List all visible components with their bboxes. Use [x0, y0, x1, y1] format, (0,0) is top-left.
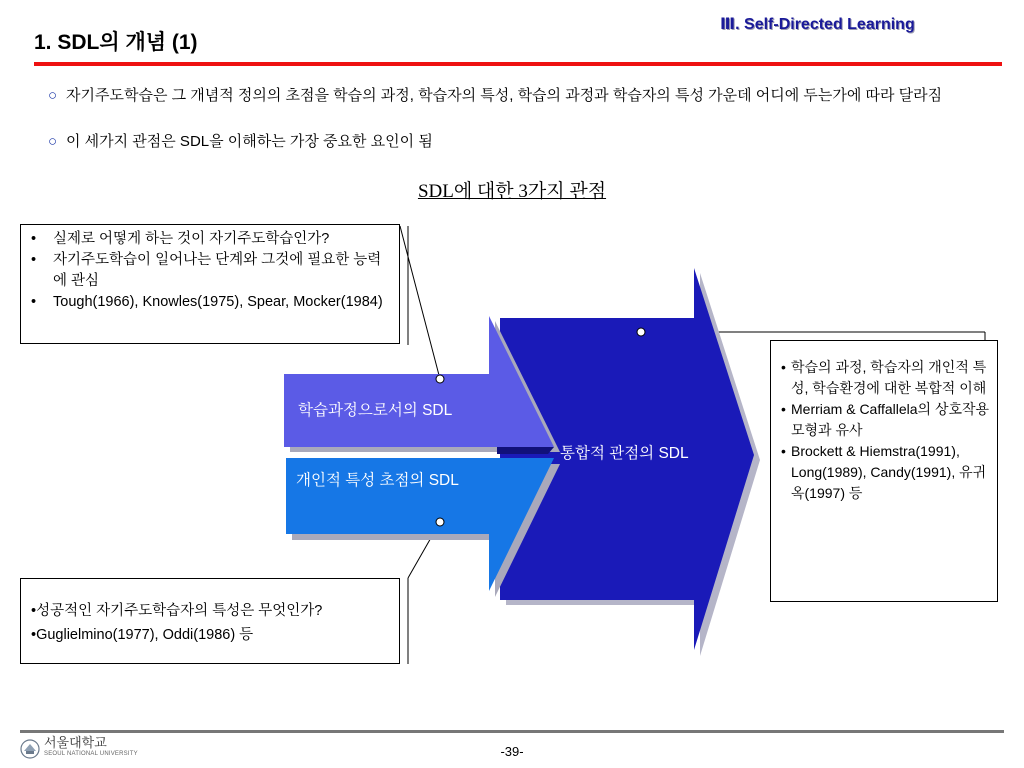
list-item-text: Tough(1966), Knowles(1975), Spear, Mocker(1984) — [53, 294, 383, 310]
list-item — [31, 292, 391, 313]
bullet-icon: • — [31, 294, 37, 310]
bullet-icon: • — [31, 252, 37, 268]
page-title: 1. SDL의 개념 (1) — [34, 31, 198, 54]
connector-dot — [637, 328, 645, 336]
list-item-text: •성공적인 자기주도학습자의 특성은 무엇인가? — [31, 603, 323, 619]
list-item-text: Brockett & Hiemstra(1991), Long(1989), Candy(1991), 유귀옥(1997) 등 — [791, 443, 987, 501]
circle-bullet-icon: ○ — [48, 133, 58, 150]
list-item-text: 학습의 과정, 학습자의 개인적 특성, 학습환경에 대한 복합적 이해 — [791, 359, 987, 396]
connector-dot — [436, 518, 444, 526]
process-arrow-edge — [497, 447, 554, 454]
connector-dot — [436, 375, 444, 383]
circle-bullet-icon: ○ — [48, 87, 58, 104]
section-label: Ⅲ. Self-Directed Learning — [720, 16, 915, 33]
process-sdl-label: 학습과정으로서의 SDL — [298, 402, 453, 419]
bullet-icon: • — [781, 359, 786, 375]
intro-item-text: 자기주도학습은 그 개념적 정의의 초점을 학습의 과정, 학습자의 특성, 학습의 과정과 학습자의 특성 가운데 어디에 두는가에 따라 달라짐 — [66, 87, 943, 104]
university-name: 서울대학교 — [44, 736, 107, 751]
list-item-text: Merriam & Caffallela의 상호작용 모형과 유사 — [791, 401, 990, 438]
list-item-text: 실제로 어떻게 하는 것이 자기주도학습인가? — [53, 231, 330, 247]
integrated-sdl-label: 통합적 관점의 SDL — [560, 445, 689, 462]
connector-line — [400, 226, 440, 379]
process-description-box — [20, 224, 400, 344]
footer-divider — [20, 730, 1004, 733]
list-item-text: 자기주도학습이 일어나는 단계와 그것에 필요한 능력에 관심 — [53, 252, 382, 289]
bullet-icon: • — [31, 231, 37, 247]
list-item — [781, 357, 991, 399]
list-item — [781, 441, 991, 504]
page-number: -39- — [500, 744, 524, 759]
list-item — [781, 399, 991, 441]
list-item-text: •Guglielmino(1977), Oddi(1986) 등 — [31, 627, 254, 643]
list-item — [31, 250, 391, 292]
bullet-icon: • — [781, 401, 786, 417]
personal-description-box — [20, 578, 400, 664]
list-item — [31, 229, 391, 250]
integrated-description-box — [770, 340, 998, 602]
diagram-title: SDL에 대한 3가지 관점 — [417, 181, 607, 202]
personal-sdl-label: 개인적 특성 초점의 SDL — [296, 472, 459, 489]
university-name-en: SEOUL NATIONAL UNIVERSITY — [44, 751, 138, 757]
intro-item-text: 이 세가지 관점은 SDL을 이해하는 가장 중요한 요인이 됨 — [66, 133, 433, 150]
bullet-icon: • — [781, 443, 786, 459]
